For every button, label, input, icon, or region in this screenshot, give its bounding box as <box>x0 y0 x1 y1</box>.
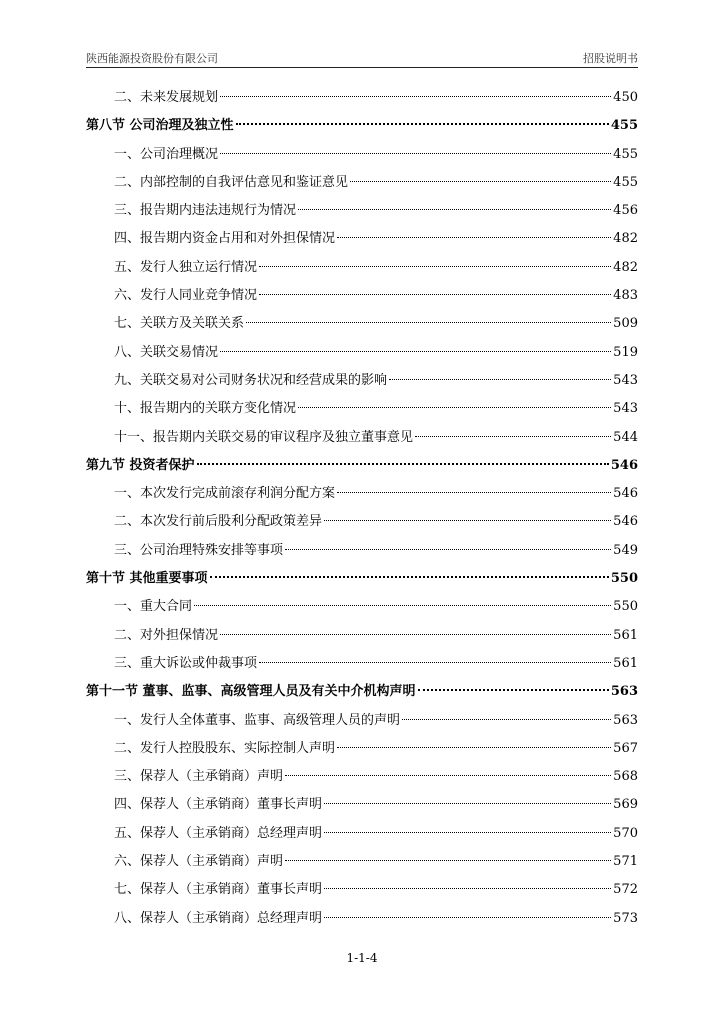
toc-entry[interactable] <box>86 791 638 819</box>
page-header <box>86 50 638 68</box>
toc-entry[interactable] <box>86 169 638 197</box>
toc-entry-page-number: 543 <box>613 401 638 417</box>
toc-entry-title: 二、未来发展规划 <box>114 90 219 105</box>
toc-entry-title: 一、本次发行完成前滚存利润分配方案 <box>114 486 336 502</box>
toc-entry-title: 十、报告期内的关联方变化情况 <box>114 401 297 417</box>
toc-entry-title: 第十一节 董事、监事、高级管理人员及有关中介机构声明 <box>86 684 416 700</box>
toc-entry[interactable] <box>86 197 638 225</box>
toc-entry[interactable] <box>86 735 638 763</box>
dot-leader <box>324 888 611 889</box>
toc-entry[interactable] <box>86 593 638 621</box>
dot-leader <box>246 322 611 323</box>
toc-entry-page-number: 570 <box>613 825 638 841</box>
dot-leader <box>220 634 611 635</box>
toc-entry-title: 一、公司治理概况 <box>114 146 219 162</box>
dot-leader <box>337 492 611 493</box>
toc-entry-page-number: 482 <box>613 231 638 247</box>
dot-leader <box>418 689 609 691</box>
toc-entry-title: 三、报告期内违法违规行为情况 <box>114 203 297 219</box>
toc-entry-page-number: 450 <box>613 90 638 105</box>
toc-entry-title: 二、本次发行前后股利分配政策差异 <box>114 514 323 530</box>
table-of-contents <box>86 84 638 933</box>
toc-entry-title: 二、对外担保情况 <box>114 627 219 643</box>
dot-leader <box>415 436 611 437</box>
toc-entry-page-number: 568 <box>613 769 638 785</box>
toc-entry-page-number: 572 <box>613 882 638 898</box>
dot-leader <box>285 549 611 550</box>
dot-leader <box>324 803 611 804</box>
toc-entry-title: 七、保荐人（主承销商）董事长声明 <box>114 882 323 898</box>
toc-entry-title: 六、保荐人（主承销商）声明 <box>114 854 284 870</box>
toc-entry-title: 八、关联交易情况 <box>114 344 219 360</box>
toc-entry-title: 二、发行人控股股东、实际控制人声明 <box>114 740 336 756</box>
toc-entry-page-number: 561 <box>613 655 638 671</box>
toc-section-entry[interactable] <box>86 565 638 593</box>
toc-entry[interactable] <box>86 480 638 508</box>
toc-entry-page-number: 455 <box>610 118 638 134</box>
toc-entry-title: 四、报告期内资金占用和对外担保情况 <box>114 231 336 247</box>
dot-leader <box>285 775 611 776</box>
dot-leader <box>298 209 611 210</box>
toc-entry-page-number: 563 <box>610 684 638 700</box>
dot-leader <box>220 96 611 97</box>
toc-entry-title: 七、关联方及关联关系 <box>114 316 245 332</box>
toc-entry-page-number: 571 <box>613 854 638 870</box>
dot-leader <box>194 605 611 606</box>
toc-entry[interactable] <box>86 848 638 876</box>
toc-entry-page-number: 519 <box>613 344 638 360</box>
dot-leader <box>236 123 609 125</box>
toc-entry-page-number: 509 <box>613 316 638 332</box>
header-document-type: 招股说明书 <box>583 52 638 65</box>
dot-leader <box>324 832 611 833</box>
toc-section-entry[interactable] <box>86 112 638 140</box>
dot-leader <box>389 379 611 380</box>
toc-entry-page-number: 546 <box>613 486 638 502</box>
toc-entry-page-number: 546 <box>610 457 638 473</box>
toc-entry-title: 三、保荐人（主承销商）声明 <box>114 769 284 785</box>
toc-entry[interactable] <box>86 282 638 310</box>
dot-leader <box>259 266 611 267</box>
page-number: 1-1-4 <box>346 951 378 965</box>
toc-entry[interactable] <box>86 876 638 904</box>
toc-entry[interactable] <box>86 84 638 112</box>
toc-entry-title: 一、发行人全体董事、监事、高级管理人员的声明 <box>114 712 401 728</box>
toc-entry-page-number: 483 <box>613 288 638 304</box>
toc-entry-title: 四、保荐人（主承销商）董事长声明 <box>114 797 323 813</box>
toc-entry-page-number: 569 <box>613 797 638 813</box>
toc-entry-page-number: 482 <box>613 259 638 275</box>
toc-entry[interactable] <box>86 537 638 565</box>
toc-entry-page-number: 455 <box>613 146 638 162</box>
header-divider <box>86 67 638 68</box>
toc-entry-title: 三、公司治理特殊安排等事项 <box>114 542 284 558</box>
toc-entry-title: 八、保荐人（主承销商）总经理声明 <box>114 910 323 926</box>
toc-entry[interactable] <box>86 395 638 423</box>
toc-entry-title: 五、发行人独立运行情况 <box>114 259 258 275</box>
toc-entry-page-number: 573 <box>613 910 638 926</box>
dot-leader <box>285 860 611 861</box>
toc-entry[interactable] <box>86 367 638 395</box>
toc-entry[interactable] <box>86 905 638 933</box>
toc-entry[interactable] <box>86 225 638 253</box>
toc-entry-page-number: 567 <box>613 740 638 756</box>
dot-leader <box>337 237 611 238</box>
toc-entry[interactable] <box>86 622 638 650</box>
toc-entry-page-number: 544 <box>613 429 638 445</box>
dot-leader <box>210 576 609 578</box>
toc-entry-page-number: 550 <box>610 571 638 587</box>
dot-leader <box>324 520 611 521</box>
toc-entry[interactable] <box>86 820 638 848</box>
dot-leader <box>259 294 611 295</box>
toc-entry-title: 一、重大合同 <box>114 599 193 615</box>
dot-leader <box>259 662 611 663</box>
dot-leader <box>298 407 611 408</box>
toc-entry-page-number: 543 <box>613 372 638 388</box>
dot-leader <box>220 351 611 352</box>
toc-entry-title: 三、重大诉讼或仲裁事项 <box>114 655 258 671</box>
toc-entry[interactable] <box>86 254 638 282</box>
toc-entry[interactable] <box>86 508 638 536</box>
toc-entry[interactable] <box>86 424 638 452</box>
toc-entry[interactable] <box>86 707 638 735</box>
toc-entry[interactable] <box>86 141 638 169</box>
toc-entry-page-number: 455 <box>613 174 638 190</box>
toc-entry-title: 六、发行人同业竞争情况 <box>114 288 258 304</box>
toc-entry-title: 五、保荐人（主承销商）总经理声明 <box>114 825 323 841</box>
toc-entry[interactable] <box>86 339 638 367</box>
toc-section-entry[interactable] <box>86 452 638 480</box>
dot-leader <box>220 153 611 154</box>
toc-entry-page-number: 561 <box>613 627 638 643</box>
toc-entry-title: 第十节 其他重要事项 <box>86 571 208 587</box>
dot-leader <box>350 181 611 182</box>
dot-leader <box>402 719 611 720</box>
toc-entry-title: 二、内部控制的自我评估意见和鉴证意见 <box>114 174 349 190</box>
toc-entry[interactable] <box>86 310 638 338</box>
toc-entry[interactable] <box>86 763 638 791</box>
toc-entry-page-number: 549 <box>613 542 638 558</box>
dot-leader <box>337 747 611 748</box>
toc-entry-page-number: 563 <box>613 712 638 728</box>
toc-entry-title: 九、关联交易对公司财务状况和经营成果的影响 <box>114 372 388 388</box>
toc-entry-title: 十一、报告期内关联交易的审议程序及独立董事意见 <box>114 429 414 445</box>
dot-leader <box>324 917 611 918</box>
toc-section-entry[interactable] <box>86 678 638 706</box>
toc-entry[interactable] <box>86 650 638 678</box>
toc-entry-page-number: 550 <box>613 599 638 615</box>
toc-entry-title: 第八节 公司治理及独立性 <box>86 118 234 134</box>
toc-entry-page-number: 456 <box>613 203 638 219</box>
toc-entry-page-number: 546 <box>613 514 638 530</box>
header-company-name: 陕西能源投资股份有限公司 <box>86 52 218 65</box>
dot-leader <box>197 463 609 465</box>
toc-entry-title: 第九节 投资者保护 <box>86 457 195 473</box>
